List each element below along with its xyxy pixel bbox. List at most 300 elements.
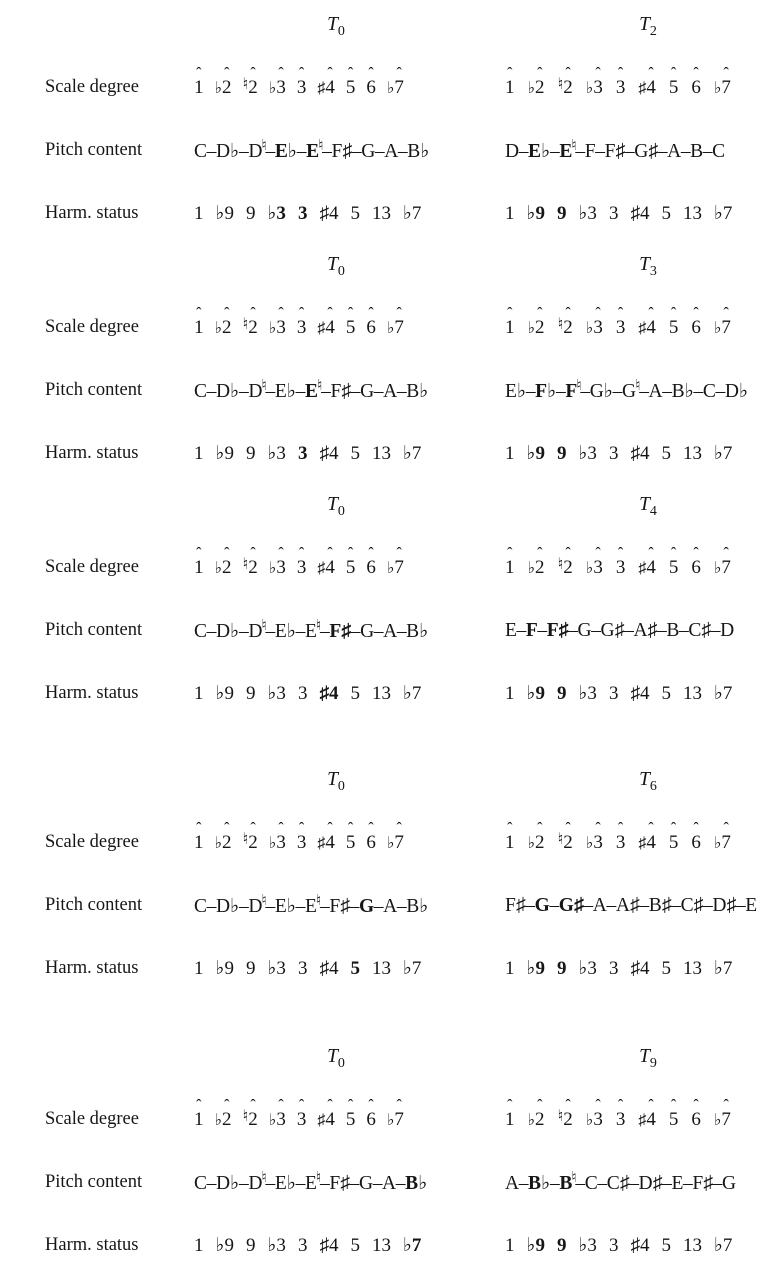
note-token: [275, 1173, 296, 1194]
note-token: [275, 141, 297, 162]
natural-icon: ♮: [316, 892, 322, 909]
scale-degree-token: [296, 304, 307, 339]
note-name: B♭: [407, 140, 430, 162]
flat-icon: ♭: [268, 834, 277, 852]
scale-degree-token: [317, 819, 335, 854]
degree-number: 1: [505, 556, 515, 578]
dash-separator: –: [321, 380, 331, 402]
scale-degree-row: [0, 296, 780, 359]
degree-number: 2: [248, 831, 258, 853]
harm-status-token: 3: [608, 1235, 619, 1256]
caret-hat: ˆ: [347, 544, 354, 562]
dash-separator: –: [549, 894, 560, 916]
transposition-subscript: 9: [649, 1055, 657, 1071]
note-name: D: [248, 895, 263, 917]
scale-degree-token: [668, 304, 679, 339]
harm-status-token: 1: [505, 203, 515, 224]
transposition-subscript: 0: [337, 23, 345, 39]
row-label: Pitch content: [45, 380, 143, 400]
note-token: [384, 141, 398, 162]
harm-status-token: 3: [297, 1235, 308, 1256]
caret-hat: ˆ: [537, 1096, 543, 1114]
harm-status-token: 13: [371, 958, 391, 979]
degree-number: 3: [615, 316, 626, 338]
degree-digit-stack: [593, 819, 603, 854]
caret-hat: ˆ: [196, 544, 202, 562]
degree-number: 2: [222, 1108, 232, 1130]
harm-status-right: [486, 682, 780, 705]
note-token: [194, 381, 207, 402]
note-name: G: [359, 1172, 374, 1194]
note-name: B♭: [406, 620, 429, 642]
harm-status-token: ♭7: [402, 683, 422, 704]
dash-separator: –: [595, 140, 606, 162]
degree-number: 2: [563, 316, 573, 338]
note-token: [722, 1173, 736, 1194]
caret-hat: ˆ: [670, 64, 677, 82]
note-token: [605, 141, 626, 162]
note-name: G♯: [558, 894, 584, 916]
dash-separator: –: [549, 140, 560, 162]
flat-icon: ♭: [585, 559, 594, 577]
dash-separator: –: [238, 895, 249, 917]
harm-status-row: [0, 182, 780, 245]
caret-hat: ˆ: [617, 819, 624, 837]
scale-degrees-left: [186, 304, 486, 339]
natural-icon: ♮: [557, 1107, 564, 1125]
flat-icon: ♭: [713, 1111, 722, 1129]
note-name: G: [534, 894, 550, 916]
scale-degree-token: [505, 64, 515, 99]
dash-separator: –: [518, 140, 529, 162]
flat-icon: ♭: [214, 559, 223, 577]
degree-digit-stack: [276, 304, 286, 339]
dash-separator: –: [397, 140, 408, 162]
harm-status-token: ♭3: [267, 683, 286, 704]
caret-hat: ˆ: [278, 1096, 284, 1114]
caret-hat: ˆ: [537, 64, 543, 82]
dash-separator: –: [612, 380, 623, 402]
row-label: Pitch content: [45, 140, 143, 160]
caret-hat: ˆ: [368, 544, 374, 562]
degree-number: 4: [646, 316, 656, 338]
harm-status-token: 13: [371, 203, 391, 224]
harm-status-token: 13: [371, 443, 391, 464]
note-token: [382, 1173, 396, 1194]
harm-status-token: ♭7: [402, 958, 422, 979]
caret-hat: ˆ: [648, 304, 654, 322]
scale-degrees-right: [486, 304, 780, 339]
dash-separator: –: [549, 1172, 560, 1194]
harm-status-token: ♭9: [215, 958, 234, 979]
note-token: [383, 621, 397, 642]
degree-digit-stack: [248, 819, 258, 854]
dash-separator: –: [662, 380, 673, 402]
scale-degrees-left: [186, 64, 486, 99]
note-name: A: [383, 620, 398, 642]
degree-digit-stack: [535, 544, 545, 579]
caret-hat: ˆ: [693, 1096, 699, 1114]
row-label: Scale degree: [45, 317, 139, 337]
note-token: [593, 895, 607, 916]
harm-status-token: ♭9: [526, 443, 545, 464]
caret-hat: ˆ: [196, 304, 202, 322]
degree-digit-stack: [646, 819, 656, 854]
degree-number: 2: [248, 556, 258, 578]
row-label: Harm. status: [45, 1235, 139, 1255]
scale-degree-token: [527, 304, 545, 339]
caret-hat: ˆ: [565, 64, 571, 82]
degree-number: 2: [248, 1108, 258, 1130]
scale-degree-token: [713, 819, 731, 854]
degree-digit-stack: [296, 544, 307, 579]
note-name: D: [248, 620, 263, 642]
note-token: [216, 381, 239, 402]
note-name: F: [584, 140, 596, 162]
degree-digit-stack: [646, 304, 656, 339]
degree-number: 7: [394, 831, 404, 853]
caret-hat: ˆ: [507, 819, 513, 837]
harm-status-token: ♭7: [713, 443, 733, 464]
scale-degree-token: [585, 64, 603, 99]
pitch-content-row: [0, 359, 780, 422]
scale-degree-token: [691, 819, 701, 854]
degree-number: 3: [296, 316, 307, 338]
note-name: E: [305, 1172, 318, 1194]
flat-icon: ♭: [268, 559, 277, 577]
degree-digit-stack: [505, 304, 515, 339]
degree-digit-stack: [248, 304, 258, 339]
pitch-content-row: [0, 599, 780, 662]
dash-separator: –: [516, 619, 527, 641]
degree-number: 7: [721, 1108, 731, 1130]
note-name: F♯: [604, 140, 626, 162]
degree-number: 2: [535, 556, 545, 578]
note-name: E: [745, 894, 758, 916]
dash-separator: –: [206, 620, 217, 642]
scale-degree-token: [366, 544, 376, 579]
note-token: [216, 141, 239, 162]
note-name: C: [702, 380, 716, 402]
note-token: [692, 1173, 713, 1194]
harm-status-right: [486, 957, 780, 980]
note-name: A: [382, 1172, 397, 1194]
degree-digit-stack: [615, 544, 626, 579]
note-token: [577, 620, 591, 641]
harm-status-token: ♭9: [215, 683, 234, 704]
caret-hat: ˆ: [368, 819, 374, 837]
dash-separator: –: [265, 895, 276, 917]
transposition-subscript: 0: [337, 263, 345, 279]
flat-icon: ♭: [713, 319, 722, 337]
harm-status-token: 9: [245, 683, 256, 704]
natural-icon: ♮: [242, 75, 249, 93]
scale-degree-token: [505, 304, 515, 339]
degree-number: 5: [345, 76, 356, 98]
scale-degree-token: [386, 1096, 404, 1131]
degree-number: 2: [563, 556, 573, 578]
scale-degree-token: [345, 1096, 356, 1131]
scale-degree-token: [268, 64, 286, 99]
harm-status-left: [186, 202, 486, 225]
harm-status-token: ♯4: [630, 683, 650, 704]
note-token: [407, 141, 429, 162]
dash-separator: –: [680, 140, 691, 162]
degree-number: 2: [222, 316, 232, 338]
degree-digit-stack: [222, 304, 232, 339]
degree-number: 1: [505, 831, 515, 853]
harm-status-token: 13: [682, 958, 702, 979]
degree-number: 2: [535, 76, 545, 98]
note-token: [725, 381, 748, 402]
harm-status-token: ♯4: [319, 443, 339, 464]
caret-hat: ˆ: [224, 64, 230, 82]
caret-hat: ˆ: [327, 1096, 333, 1114]
note-token: [528, 1173, 550, 1194]
note-token: [329, 621, 351, 642]
scale-degree-row: [0, 811, 780, 874]
group-5: [0, 1040, 780, 1271]
note-token: [248, 137, 267, 162]
note-token: [616, 895, 640, 916]
degree-digit-stack: [248, 64, 258, 99]
degree-number: 1: [194, 76, 204, 98]
note-token: [672, 381, 694, 402]
scale-degree-token: [691, 304, 701, 339]
flat-icon: ♭: [585, 79, 594, 97]
degree-digit-stack: [615, 64, 626, 99]
degree-number: 1: [505, 76, 515, 98]
scale-degree-token: [345, 819, 356, 854]
note-token: [216, 1173, 239, 1194]
dash-separator: –: [525, 380, 536, 402]
harm-status-token: ♭9: [526, 203, 545, 224]
scale-degrees-left: [186, 1096, 486, 1131]
degree-number: 2: [222, 556, 232, 578]
scale-degree-token: [366, 819, 376, 854]
harm-status-token: 9: [556, 203, 567, 224]
scale-degree-row: [0, 536, 780, 599]
harm-status-token: 13: [682, 1235, 702, 1256]
dash-separator: –: [624, 140, 635, 162]
degree-number: 7: [394, 556, 404, 578]
note-token: [505, 1173, 519, 1194]
harm-status-token: ♭3: [267, 1235, 286, 1256]
transposition-subscript: 0: [337, 1055, 345, 1071]
harm-status-token: ♭7: [713, 683, 733, 704]
degree-digit-stack: [345, 64, 356, 99]
harm-status-token: ♭3: [578, 958, 597, 979]
transposition-header-left: [186, 14, 486, 40]
note-name: E: [305, 895, 318, 917]
note-name: F♯: [329, 895, 351, 917]
degree-number: 5: [345, 1108, 356, 1130]
transposition-comparison-table: [0, 8, 780, 1271]
dash-separator: –: [206, 140, 217, 162]
dash-separator: –: [525, 894, 536, 916]
scale-degree-token: [585, 819, 603, 854]
caret-hat: ˆ: [507, 544, 513, 562]
degree-number: 3: [615, 1108, 626, 1130]
scale-degree-token: [317, 64, 335, 99]
group-4: [0, 763, 780, 994]
degree-number: 3: [296, 556, 307, 578]
caret-hat: ˆ: [723, 819, 729, 837]
note-name: C: [194, 620, 208, 642]
dash-separator: –: [575, 140, 586, 162]
degree-number: 4: [646, 76, 656, 98]
note-name: B: [690, 140, 704, 162]
note-token: [329, 1173, 350, 1194]
degree-number: 1: [194, 1108, 204, 1130]
harm-status-token: ♭7: [713, 203, 733, 224]
natural-icon: ♮: [557, 555, 564, 573]
harm-status-token: ♭9: [215, 443, 234, 464]
degree-number: 3: [593, 76, 603, 98]
note-name: B♭: [406, 380, 429, 402]
note-token: [216, 896, 239, 917]
note-name: B♭: [405, 1172, 428, 1194]
scale-degree-token: [668, 544, 679, 579]
degree-digit-stack: [593, 1096, 603, 1131]
caret-hat: ˆ: [507, 1096, 513, 1114]
harm-status-token: ♯4: [319, 203, 339, 224]
scale-degree-token: [638, 544, 656, 579]
sharp-icon: ♯: [638, 559, 647, 577]
note-token: [306, 137, 324, 162]
degree-digit-stack: [615, 1096, 626, 1131]
harm-status-token: 13: [682, 683, 702, 704]
harm-status-token: ♭3: [267, 203, 286, 224]
degree-number: 7: [394, 76, 404, 98]
harm-status-token: 5: [350, 1235, 360, 1256]
harm-status-token: ♭9: [215, 203, 234, 224]
scale-degree-token: [214, 819, 232, 854]
scale-degree-token: [214, 304, 232, 339]
note-name: E♭: [274, 140, 298, 162]
note-name: D♯: [638, 1172, 663, 1194]
harm-status-token: 3: [297, 203, 308, 224]
caret-hat: ˆ: [565, 819, 571, 837]
degree-number: 2: [563, 76, 573, 98]
degree-digit-stack: [345, 544, 356, 579]
pitch-content-right: [486, 620, 780, 642]
degree-digit-stack: [366, 64, 376, 99]
note-token: [305, 892, 322, 917]
degree-digit-stack: [194, 819, 204, 854]
dash-separator: –: [206, 895, 217, 917]
scale-degree-token: [296, 544, 307, 579]
scale-degree-token: [585, 544, 603, 579]
note-token: [275, 621, 296, 642]
harm-status-token: 5: [661, 683, 671, 704]
note-token: [559, 137, 577, 162]
transposition-letter: T: [639, 1046, 650, 1067]
harm-status-token: 13: [371, 683, 391, 704]
harm-status-token: ♭9: [526, 958, 545, 979]
degree-number: 5: [668, 831, 679, 853]
natural-icon: ♮: [557, 830, 564, 848]
dash-separator: –: [322, 140, 333, 162]
degree-digit-stack: [194, 1096, 204, 1131]
caret-hat: ˆ: [670, 544, 677, 562]
group-2: [0, 248, 780, 479]
dash-separator: –: [580, 380, 591, 402]
note-name: G: [721, 1172, 737, 1194]
degree-number: 4: [646, 1108, 656, 1130]
flat-icon: ♭: [713, 79, 722, 97]
row-label: Scale degree: [45, 832, 139, 852]
transposition-subscript: 2: [649, 23, 657, 39]
scale-degree-token: [296, 64, 307, 99]
degree-number: 1: [194, 316, 204, 338]
harm-status-token: 3: [608, 443, 619, 464]
scale-degree-token: [194, 544, 204, 579]
degree-number: 3: [296, 76, 307, 98]
dash-separator: –: [238, 140, 249, 162]
caret-hat: ˆ: [347, 64, 354, 82]
degree-digit-stack: [345, 1096, 356, 1131]
degree-number: 5: [668, 316, 679, 338]
caret-hat: ˆ: [617, 544, 624, 562]
note-token: [248, 617, 267, 642]
caret-hat: ˆ: [278, 304, 284, 322]
harm-status-token: 1: [194, 958, 204, 979]
dash-separator: –: [715, 380, 726, 402]
caret-hat: ˆ: [648, 64, 654, 82]
harm-status-token: 3: [297, 683, 308, 704]
note-name: D: [505, 140, 520, 162]
caret-hat: ˆ: [617, 64, 624, 82]
note-name: F: [565, 380, 578, 402]
caret-hat: ˆ: [670, 304, 677, 322]
flat-icon: ♭: [386, 834, 395, 852]
flat-icon: ♭: [214, 79, 223, 97]
note-name: D: [720, 619, 735, 641]
transposition-subscript: 6: [649, 778, 657, 794]
row-label: Pitch content: [45, 895, 143, 915]
scale-degree-token: [585, 1096, 603, 1131]
note-name: C: [194, 140, 208, 162]
degree-digit-stack: [222, 819, 232, 854]
scale-degree-token: [615, 1096, 626, 1131]
degree-number: 6: [366, 556, 376, 578]
note-name: G♯: [634, 140, 659, 162]
degree-number: 4: [325, 76, 335, 98]
degree-digit-stack: [563, 544, 573, 579]
dash-separator: –: [265, 380, 276, 402]
degree-digit-stack: [646, 1096, 656, 1131]
degree-digit-stack: [535, 819, 545, 854]
note-name: C: [194, 1172, 208, 1194]
caret-hat: ˆ: [723, 64, 729, 82]
scale-degree-token: [242, 64, 258, 99]
degree-digit-stack: [394, 819, 404, 854]
degree-number: 1: [194, 831, 204, 853]
harm-status-right: [486, 202, 780, 225]
note-token: [360, 381, 374, 402]
degree-digit-stack: [563, 304, 573, 339]
note-token: [671, 1173, 683, 1194]
scale-degree-token: [557, 1096, 573, 1131]
row-label: Scale degree: [45, 77, 139, 97]
note-token: [305, 377, 323, 402]
caret-hat: ˆ: [368, 304, 374, 322]
note-token: [712, 895, 736, 916]
harm-status-token: ♯4: [319, 683, 339, 704]
degree-digit-stack: [721, 544, 731, 579]
degree-number: 3: [593, 1108, 603, 1130]
